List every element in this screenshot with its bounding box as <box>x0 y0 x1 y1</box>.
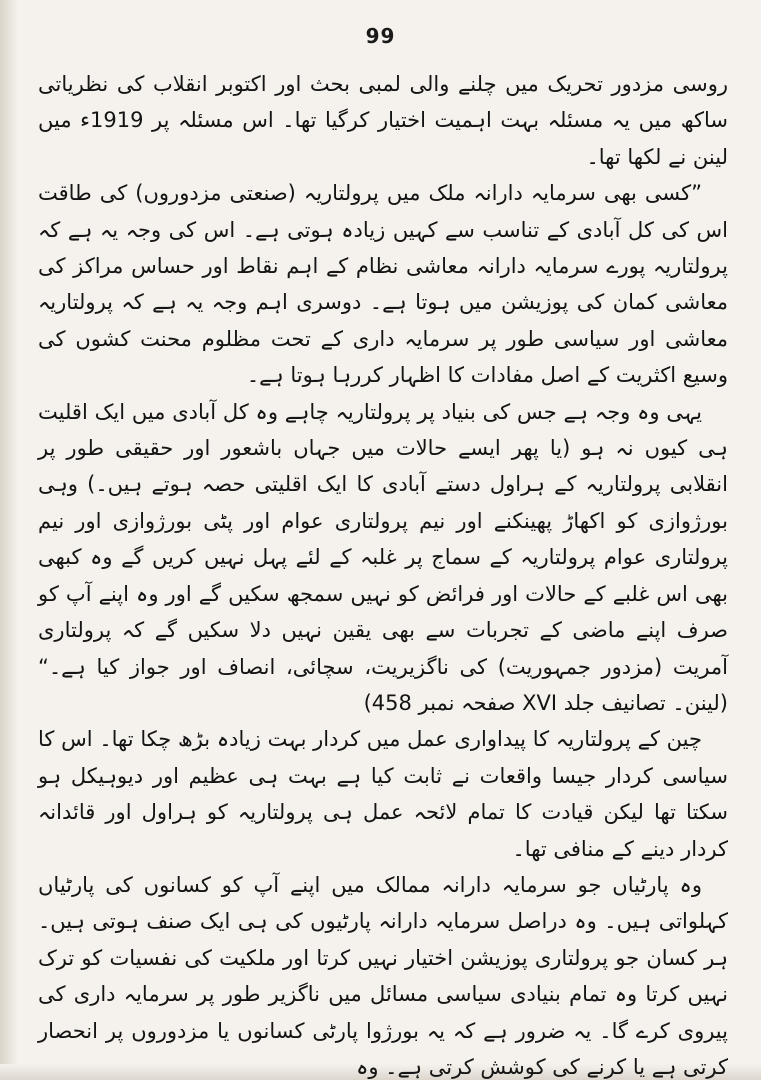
page-number: 99 <box>365 24 396 48</box>
paragraph-1: روسی مزدور تحریک میں چلنے والی لمبی بحث اور اکتوبر انقلاب کی نظریاتی ساکھ میں یہ مسئلہ بہت اہمیت اختیار کرگیا تھا۔ اس مسئلہ پر 1919ء میں لینن نے لکھا تھا۔ <box>38 72 728 169</box>
paragraph-3: یہی وہ وجہ ہے جس کی بنیاد پر پرولتاریہ چاہے وہ کل آبادی میں ایک اقلیت ہی کیوں نہ ہو (یا پھر ایسے حالات میں جہاں باشعور اور حقیقی طور پر انقلابی پرولتاریہ کے ہراول دستے آبادی کا ایک اقلیتی حصہ ہوتے ہیں۔) وہی بورژوازی کو اکھاڑ پھینکنے اور نیم پرولتاری عوام اور پٹی بورژوازی اور نیم پرولتاری عوام پرولتاریہ کے سماج پر غلبہ کے لئے پہل نہیں کریں گے وہ کبھی بھی اس غلبے کے حالات اور فرائض کو نہیں سمجھ سکیں گے اور وہ اپنے آپ کو صرف اپنے ماضی کے تجربات سے بھی یقین نہیں دلا سکیں گے کہ پرولتاری آمریت (مزدور جمہوریت) کی ناگزیریت، سچائی، انصاف اور جواز کیا ہے۔“ (لینن۔ تصانیف جلد XVI صفحہ نمبر 458) <box>38 399 728 715</box>
page-shadow-left <box>0 0 18 1080</box>
page-text-body <box>38 66 728 1080</box>
paragraph-4: چین کے پرولتاریہ کا پیداواری عمل میں کردار بہت زیادہ بڑھ چکا تھا۔ اس کا سیاسی کردار جیسا واقعات نے ثابت کیا ہے بہت ہی عظیم اور دیوہیکل ہو سکتا تھا لیکن قیادت کا تمام لائحہ عمل ہی پرولتاریہ کو ہراول اور قائدانہ کردار دینے کے منافی تھا۔ <box>38 727 728 861</box>
paragraph-2-quote: ”کسی بھی سرمایہ دارانہ ملک میں پرولتاریہ (صنعتی مزدوروں) کی طاقت اس کی کل آبادی کے تناسب سے کہیں زیادہ ہوتی ہے۔ اس کی وجہ یہ ہے کہ پرولتاریہ پورے سرمایہ دارانہ معاشی نظام کے اہم نقاط اور حساس مراکز کی معاشی کمان کی پوزیشن میں ہوتا ہے۔ دوسری اہم وجہ یہ ہے کہ پرولتاریہ معاشی اور سیاسی طور پر سرمایہ داری کے تحت مظلوم محنت کشوں کی وسیع اکثریت کے اصل مفادات کا اظہار کررہا ہوتا ہے۔ <box>38 181 728 388</box>
paragraph-5: وہ پارٹیاں جو سرمایہ دارانہ ممالک میں اپنے آپ کو کسانوں کی پارٹیاں کہلواتی ہیں۔ وہ دراصل سرمایہ دارانہ پارٹیوں کی ہی ایک صنف ہوتی ہیں۔ ہر کسان جو پرولتاری پوزیشن اختیار نہیں کرتا اور ملکیت کی نفسیات کو ترک نہیں کرتا وہ تمام بنیادی سیاسی مسائل میں ناگزیر طور پر سرمایہ داری کی پیروی کرے گا۔ یہ ضرور ہے کہ یہ بورژوا پارٹی کسانوں یا مزدوروں پر انحصار کرتی ہے یا کرنے کی کوشش کرتی ہے۔ وہ <box>38 872 728 1079</box>
